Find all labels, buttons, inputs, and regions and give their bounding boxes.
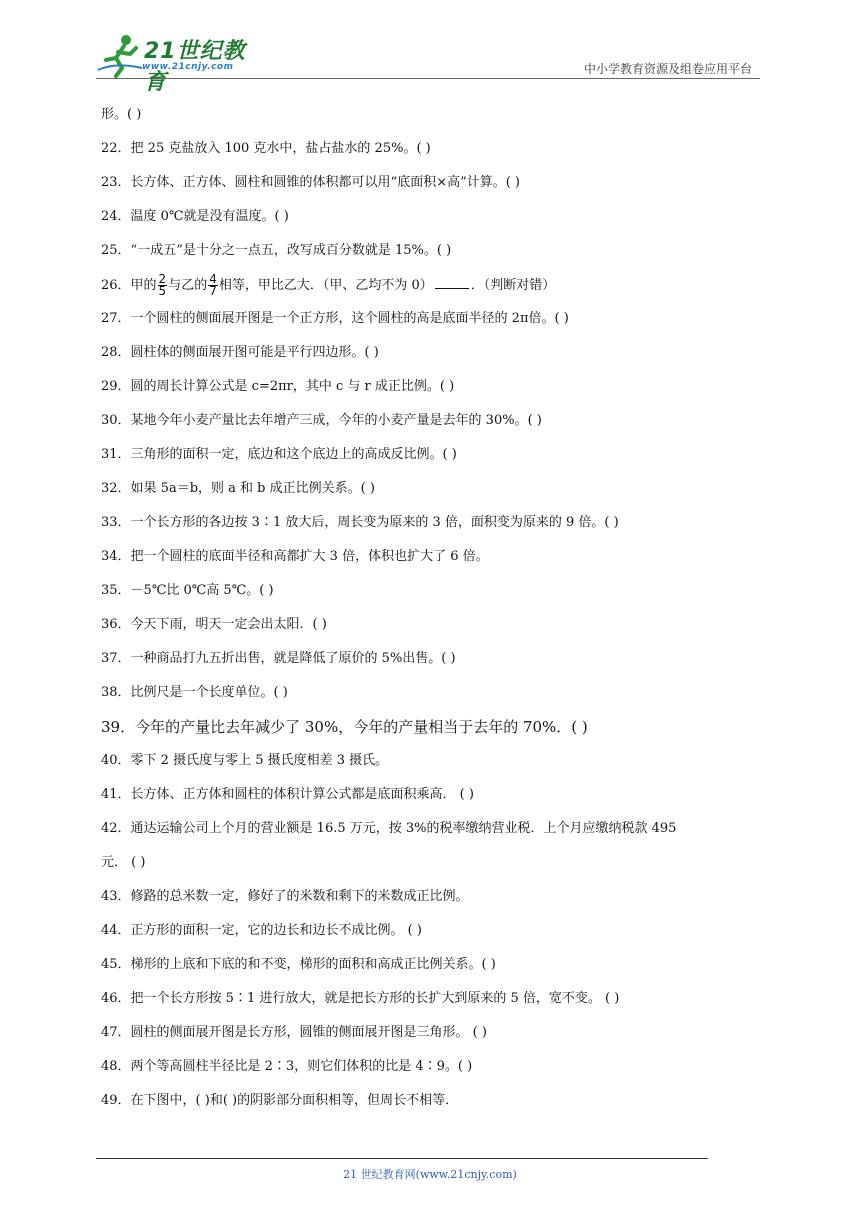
fraction-denominator: 7 bbox=[209, 284, 217, 298]
question-line: 34．把一个圆柱的底面半径和高都扩大 3 倍，体积也扩大了 6 倍。 bbox=[101, 549, 489, 564]
fraction-two-fifths bbox=[158, 274, 168, 297]
question-line-26 bbox=[101, 274, 761, 308]
question-line: 23．长方体、正方体、圆柱和圆锥的体积都可以用“底面积×高”计算。( ) bbox=[101, 175, 521, 190]
question-line: 元． ( ) bbox=[101, 855, 146, 870]
question-line: 41．长方体、正方体和圆柱的体积计算公式都是底面积乘高． ( ) bbox=[101, 787, 474, 802]
site-logo bbox=[96, 32, 266, 95]
question-line: 24．温度 0℃就是没有温度。( ) bbox=[101, 209, 289, 224]
question-line: 46．把一个长方形按 5∶1 进行放大，就是把长方形的长扩大到原来的 5 倍，宽不变。 ( ) bbox=[101, 991, 620, 1006]
question-line: 47．圆柱的侧面展开图是长方形，圆锥的侧面展开图是三角形。 ( ) bbox=[101, 1025, 487, 1040]
question-line: 28．圆柱体的侧面展开图可能是平行四边形。( ) bbox=[101, 345, 379, 360]
question-line: 31．三角形的面积一定，底边和这个底边上的高成反比例。( ) bbox=[101, 447, 457, 462]
logo-url: www.21cnjy.com bbox=[142, 62, 234, 72]
fraction-numerator: 2 bbox=[158, 272, 167, 286]
question-list bbox=[101, 104, 761, 1124]
question-line: 43．修路的总米数一定，修好了的米数和剩下的米数成正比例。 bbox=[101, 889, 469, 904]
q26-prefix: 26．甲的 bbox=[101, 278, 157, 293]
header-platform-text: 中小学教育资源及组卷应用平台 bbox=[583, 62, 752, 76]
question-line: 33．一个长方形的各边按 3∶1 放大后，周长变为原来的 3 倍，面积变为原来的 9 倍。( ) bbox=[101, 515, 619, 530]
q26-tail: ．（判断对错） bbox=[470, 278, 556, 293]
question-line: 45．梯形的上底和下底的和不变，梯形的面积和高成正比例关系。( ) bbox=[101, 957, 496, 972]
question-line: 42．通达运输公司上个月的营业额是 16.5 万元，按 3%的税率缴纳营业税．上个月应缴纳税款 495 bbox=[101, 821, 677, 836]
question-line: 39．今年的产量比去年减少了 30%，今年的产量相当于去年的 70%．( ) bbox=[101, 718, 588, 736]
page-footer: 21 世纪教育网(www.21cnjy.com) bbox=[343, 1168, 517, 1181]
question-line: 27．一个圆柱的侧面展开图是一个正方形，这个圆柱的高是底面半径的 2π倍。( ) bbox=[101, 311, 569, 326]
footer-divider bbox=[96, 1158, 708, 1159]
logo-title: 21世纪教育 bbox=[144, 39, 246, 95]
answer-blank[interactable] bbox=[435, 275, 469, 289]
question-line: 30．某地今年小麦产量比去年增产三成，今年的小麦产量是去年的 30%。( ) bbox=[101, 413, 542, 428]
question-line: 49．在下图中，( )和( )的阴影部分面积相等，但周长不相等． bbox=[101, 1093, 459, 1108]
question-line: 40．零下 2 摄氏度与零上 5 摄氏度相差 3 摄氏。 bbox=[101, 753, 389, 768]
q26-mid: 与乙的 bbox=[168, 278, 208, 293]
q26-suffix: 相等，甲比乙大．（甲、乙均不为 0） bbox=[218, 278, 433, 293]
question-line: 32．如果 5a＝b，则 a 和 b 成正比例关系。( ) bbox=[101, 481, 375, 496]
header-divider bbox=[96, 78, 760, 79]
runner-logo-icon bbox=[96, 32, 146, 78]
fraction-denominator: 5 bbox=[158, 284, 167, 298]
question-line: 22．把 25 克盐放入 100 克水中，盐占盐水的 25%。( ) bbox=[101, 141, 431, 156]
question-line: 44．正方形的面积一定，它的边长和边长不成比例。 ( ) bbox=[101, 923, 422, 938]
question-line: 35．－5℃比 0℃高 5℃。( ) bbox=[101, 583, 274, 598]
question-line: 38．比例尺是一个长度单位。( ) bbox=[101, 685, 288, 700]
question-line: 37．一种商品打九五折出售，就是降低了原价的 5%出售。( ) bbox=[101, 651, 456, 666]
question-line: 25．“一成五”是十分之一点五，改写成百分数就是 15%。( ) bbox=[101, 243, 452, 258]
question-line: 48．两个等高圆柱半径比是 2∶3，则它们体积的比是 4∶9。( ) bbox=[101, 1059, 473, 1074]
question-line: 36．今天下雨，明天一定会出太阳．( ) bbox=[101, 617, 327, 632]
fraction-four-sevenths bbox=[208, 274, 218, 297]
question-line: 形。( ) bbox=[101, 107, 142, 122]
question-line: 29．圆的周长计算公式是 c=2πr，其中 c 与 r 成正比例。( ) bbox=[101, 379, 455, 394]
page-header bbox=[96, 32, 760, 95]
fraction-numerator: 4 bbox=[209, 272, 217, 286]
